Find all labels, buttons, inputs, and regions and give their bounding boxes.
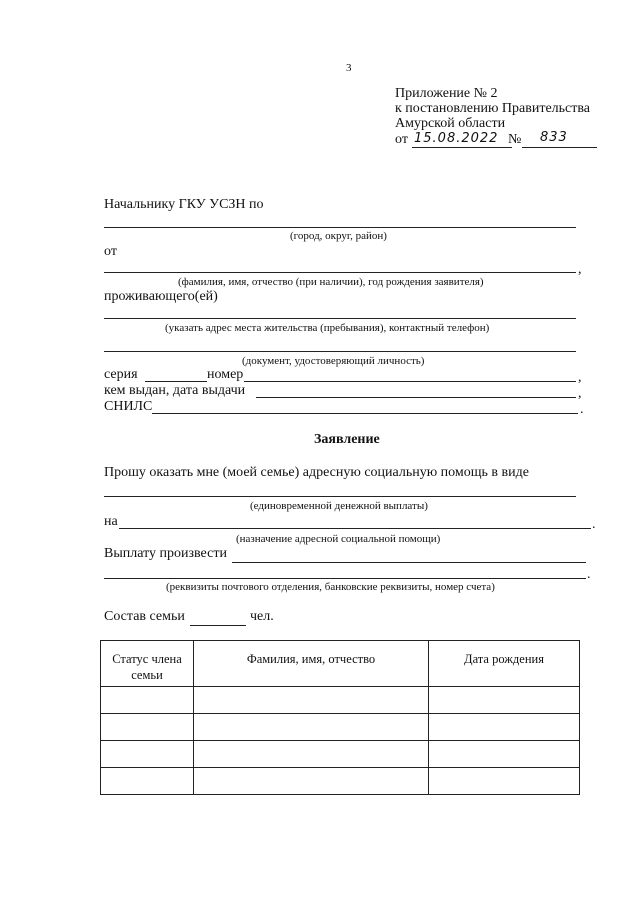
table-cell[interactable] (429, 714, 580, 741)
issued-label: кем выдан, дата выдачи (104, 383, 246, 398)
series-comma: , (578, 370, 582, 385)
name-caption: (фамилия, имя, отчество (при наличии), год рождения заявителя) (178, 276, 484, 288)
address-line (104, 318, 576, 319)
table-cell[interactable] (429, 741, 580, 768)
persons-label: чел. (250, 609, 274, 624)
appendix-from-label: от (395, 132, 408, 147)
request-text: Прошу оказать мне (моей семье) адресную социальную помощь в виде (104, 465, 529, 480)
document-line (104, 351, 576, 352)
payout-label: Выплату произвести (104, 546, 227, 561)
appendix-no-label: № (508, 132, 522, 147)
purpose-period: . (592, 517, 596, 532)
appendix-line-3: Амурской области (395, 116, 506, 131)
payment-caption: (единовременной денежной выплаты) (250, 500, 428, 512)
payout-line (232, 562, 586, 563)
table-cell[interactable] (429, 768, 580, 795)
header-status: Статус члена семьи (101, 641, 194, 687)
table-header-row (101, 641, 580, 687)
table-row (101, 768, 580, 795)
issued-comma: , (578, 386, 582, 401)
number-underline (522, 147, 597, 148)
residing-label: проживающего(ей) (104, 289, 218, 304)
purpose-line (119, 528, 591, 529)
statement-title: Заявление (314, 432, 380, 447)
header-birth-date: Дата рождения (429, 641, 580, 687)
appendix-number: 833 (540, 130, 568, 145)
bank-line (104, 578, 586, 579)
table-cell[interactable] (101, 768, 194, 795)
on-label: на (104, 514, 118, 529)
appendix-date: 15.08.2022 (414, 131, 499, 146)
name-comma: , (578, 262, 582, 277)
addressee-label: Начальнику ГКУ УСЗН по (104, 197, 264, 212)
series-line (145, 381, 207, 382)
number-label: номер (207, 367, 244, 382)
address-caption: (указать адрес места жительства (пребывания), контактный телефон) (165, 322, 490, 334)
page-number: 3 (346, 62, 352, 74)
appendix-line-2: к постановлению Правительства (395, 101, 591, 116)
bank-period: . (587, 567, 591, 582)
family-table (100, 640, 580, 795)
table-cell[interactable] (194, 687, 429, 714)
snils-line (152, 413, 578, 414)
from-label: от (104, 244, 117, 259)
table-row (101, 714, 580, 741)
series-label: серия (104, 367, 138, 382)
city-caption: (город, округ, район) (290, 230, 387, 242)
passport-number-line (244, 381, 576, 382)
table-cell[interactable] (194, 768, 429, 795)
appendix-line-1: Приложение № 2 (395, 86, 498, 101)
table-row (101, 687, 580, 714)
table-cell[interactable] (101, 741, 194, 768)
table-cell[interactable] (194, 714, 429, 741)
header-full-name: Фамилия, имя, отчество (194, 641, 429, 687)
bank-caption: (реквизиты почтового отделения, банковские реквизиты, номер счета) (166, 581, 495, 593)
payment-type-line (104, 496, 576, 497)
table-cell[interactable] (101, 714, 194, 741)
city-line (104, 227, 576, 228)
family-label: Состав семьи (104, 609, 185, 624)
document-caption: (документ, удостоверяющий личность) (242, 355, 425, 367)
issued-line (256, 397, 576, 398)
snils-label: СНИЛС (104, 399, 153, 414)
table-row (101, 741, 580, 768)
date-underline (412, 147, 512, 148)
name-line (104, 272, 576, 273)
snils-period: . (580, 402, 584, 417)
family-count-line (190, 625, 246, 626)
table-cell[interactable] (429, 687, 580, 714)
table-cell[interactable] (101, 687, 194, 714)
table-cell[interactable] (194, 741, 429, 768)
purpose-caption: (назначение адресной социальной помощи) (236, 533, 441, 545)
